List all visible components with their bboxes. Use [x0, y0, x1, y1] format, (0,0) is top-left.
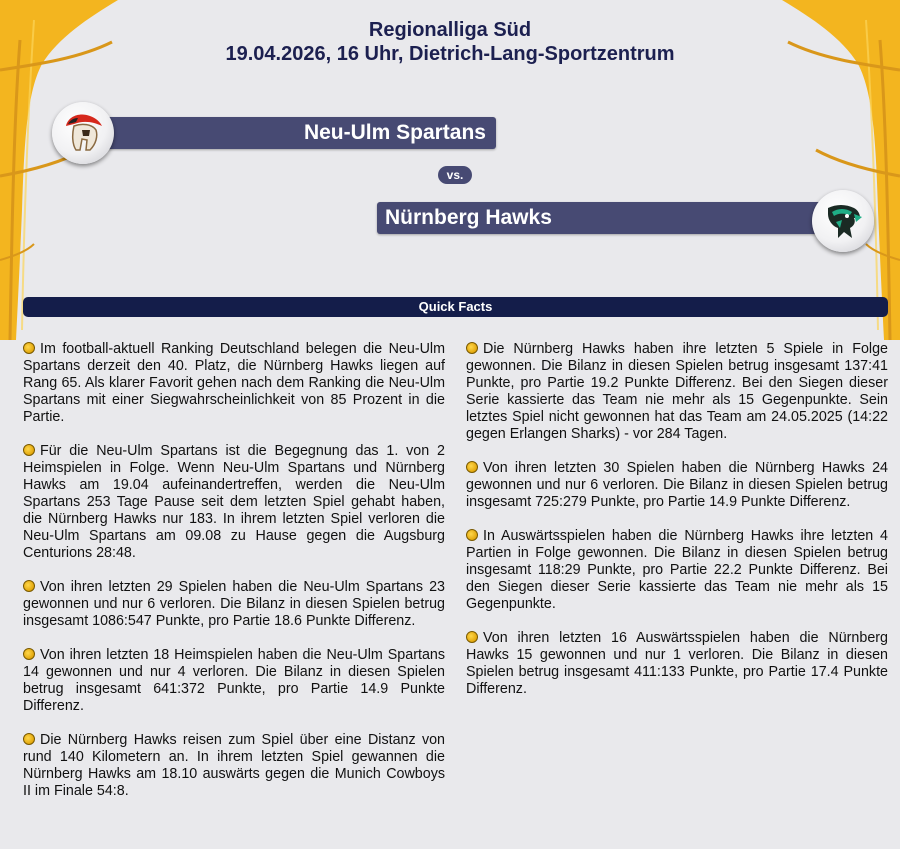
away-team-bar[interactable]: [377, 202, 829, 234]
match-details: 19.04.2026, 16 Uhr, Dietrich-Lang-Sportzentrum: [225, 43, 675, 65]
bullet-icon: [466, 461, 478, 473]
bullet-icon: [23, 342, 35, 354]
fact-item: [466, 460, 888, 511]
fact-item: [23, 341, 445, 426]
quick-facts-left-column: [23, 341, 445, 817]
bullet-icon: [23, 444, 35, 456]
fact-text: Von ihren letzten 29 Spielen haben die Neu-Ulm Spartans 23 gewonnen und nur 6 verloren. Die Bilanz in diesen Spielen betrug insgesamt 1086:547 Punkte, pro Partie 18.6 Punkte Differenz.: [23, 579, 445, 629]
fact-item: [23, 732, 445, 800]
home-team-logo[interactable]: [52, 102, 114, 164]
bullet-icon: [466, 342, 478, 354]
bullet-icon: [466, 529, 478, 541]
quick-facts-header: Quick Facts: [23, 297, 888, 317]
vs-badge: vs.: [438, 166, 472, 184]
fact-text: Von ihren letzten 18 Heimspielen haben die Neu-Ulm Spartans 14 gewonnen und nur 4 verloren. Die Bilanz in diesen Spielen betrug insgesamt 641:372 Punkte, pro Partie 14.9 Punkte Differenz.: [23, 647, 445, 714]
fact-item: [23, 579, 445, 630]
bullet-icon: [466, 631, 478, 643]
fact-text: Von ihren letzten 16 Auswärtsspielen haben die Nürnberg Hawks 15 gewonnen und nur 1 verloren. Die Bilanz in diesen Spielen betrug insgesamt 411:133 Punkte, pro Partie 17.4 Punkte Differenz.: [466, 630, 888, 697]
fact-item: [23, 647, 445, 715]
fact-text: Die Nürnberg Hawks reisen zum Spiel über eine Distanz von rund 140 Kilometern an. In ihrem letzten Spiel gewannen die Nürnberg Hawks am 18.10 auswärts gegen die Munich Cowboys II im Finale 54:8.: [23, 732, 445, 799]
fact-text: Im football-aktuell Ranking Deutschland belegen die Neu-Ulm Spartans derzeit den 40. Platz, die Nürnberg Hawks liegen auf Rang 65. Als klarer Favorit gehen nach dem Ranking die Neu-Ulm Spartans mit einer Siegwahrscheinlichkeit von 85 Prozent in die Partie.: [23, 341, 445, 425]
match-header: [0, 18, 900, 66]
fact-item: [466, 341, 888, 443]
bullet-icon: [23, 648, 35, 660]
fact-item: [466, 528, 888, 613]
fact-text: In Auswärtsspielen haben die Nürnberg Hawks ihre letzten 4 Partien in Folge gewonnen. Die Bilanz in diesen Spielen betrug insgesamt 118:29 Punkte, pro Partie 22.2 Punkte Differenz. Bei den Siegen dieser Serie kassierte das Team nie mehr als 15 Gegenpunkte.: [466, 528, 888, 612]
quick-facts-right-column: [466, 341, 888, 715]
bullet-icon: [23, 733, 35, 745]
bullet-icon: [23, 580, 35, 592]
league-title: Regionalliga Süd: [368, 19, 532, 41]
fact-item: [23, 443, 445, 562]
fact-text: Von ihren letzten 30 Spielen haben die Nürnberg Hawks 24 gewonnen und nur 6 verloren. Die Bilanz in diesen Spielen betrug insgesamt 725:279 Punkte, pro Partie 14.9 Punkte Differenz.: [466, 460, 888, 510]
away-team-name: Nürnberg Hawks: [385, 206, 552, 229]
fact-item: [466, 630, 888, 698]
home-team-bar[interactable]: [80, 117, 496, 149]
fact-text: Für die Neu-Ulm Spartans ist die Begegnung das 1. von 2 Heimspielen in Folge. Wenn Neu-Ulm Spartans und Nürnberg Hawks am 19.04 aufeinandertreffen, werden die Neu-Ulm Spartans 253 Tage Pause seit dem letzten Spiel gehabt haben, die Nürnberg Hawks nur 183. In ihrem letzten Spiel verloren die Neu-Ulm Spartans am 09.08 zu Hause gegen die Augsburg Centurions 28:48.: [23, 443, 445, 561]
fact-text: Die Nürnberg Hawks haben ihre letzten 5 Spiele in Folge gewonnen. Die Bilanz in diesen Spielen betrug insgesamt 137:41 Punkte, pro Partie 19.2 Punkte Differenz. Bei den Siegen dieser Serie kassierte das Team nie mehr als 15 Gegenpunkte. Sein letztes Spiel nicht gewonnen hat das Team am 24.05.2025 (14:22 gegen Erlangen Sharks) - vor 284 Tagen.: [466, 341, 888, 442]
hawk-head-icon: [820, 198, 866, 244]
home-team-name: Neu-Ulm Spartans: [303, 121, 486, 144]
spartan-helmet-icon: [60, 110, 106, 156]
away-team-logo[interactable]: [812, 190, 874, 252]
